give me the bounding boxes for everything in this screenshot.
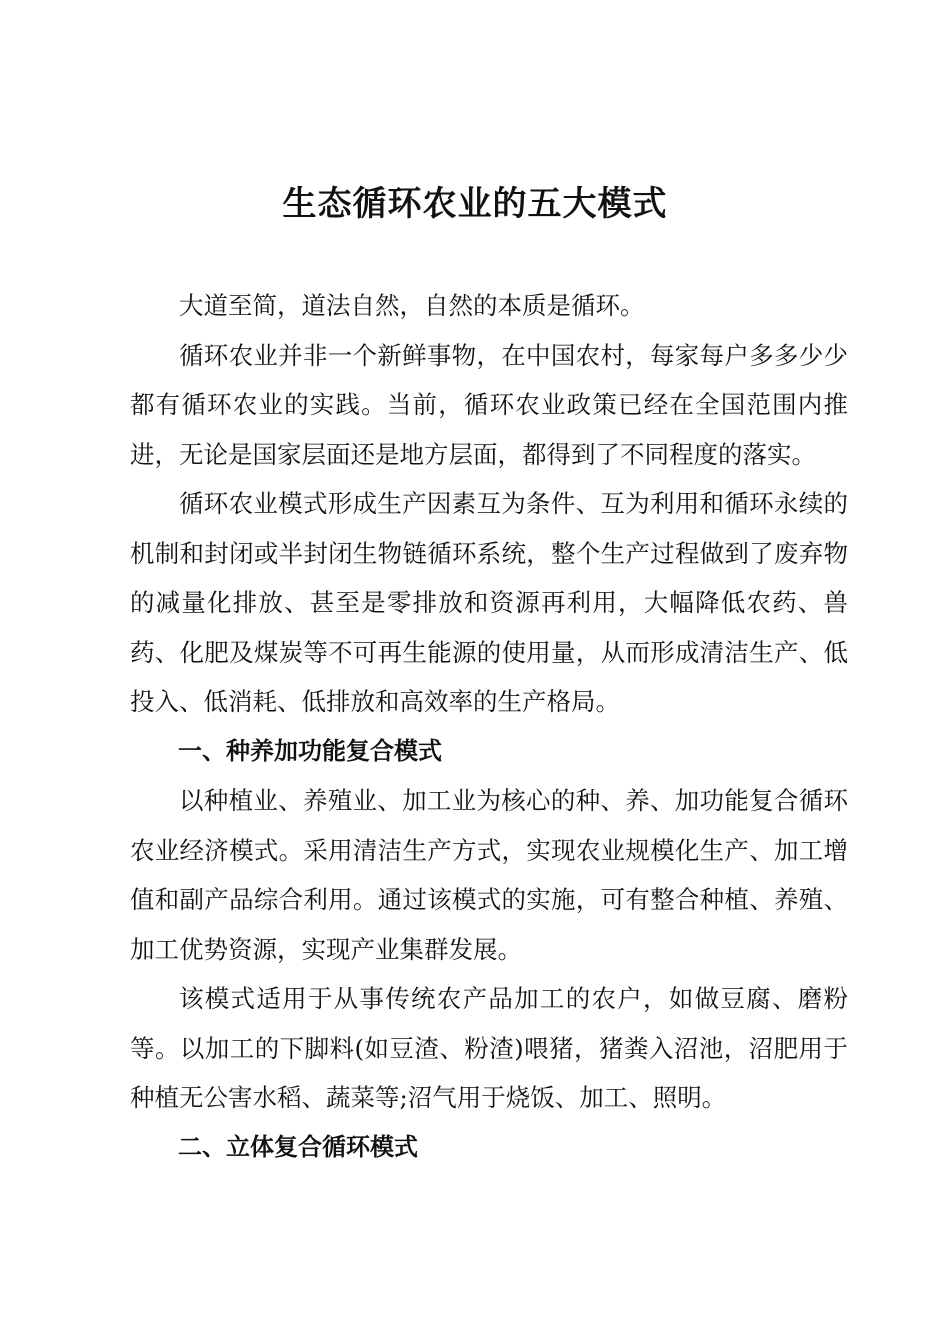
section-1-paragraph-2: 该模式适用于从事传统农产品加工的农户，如做豆腐、磨粉等。以加工的下脚料(如豆渣、粉渣)喂猪，猪粪入沼池，沼肥用于种植无公害水稻、蔬菜等;沼气用于烧饭、加工、照明。 [130,984,848,1112]
section-1-heading: 一、种养加功能复合模式 [178,736,442,765]
intro-paragraph-1: 大道至简，道法自然，自然的本质是循环。 [179,291,645,320]
section-2-heading: 二、立体复合循环模式 [178,1132,418,1161]
intro-paragraph-3: 循环农业模式形成生产因素互为条件、互为利用和循环永续的机制和封闭或半封闭生物链循环系统，整个生产过程做到了废弃物的减量化排放、甚至是零排放和资源再利用，大幅降低农药、兽药、化肥及煤炭等不可再生能源的使用量，从而形成清洁生产、低投入、低消耗、低排放和高效率的生产格局。 [130,489,848,716]
intro-paragraph-2: 循环农业并非一个新鲜事物，在中国农村，每家每户多多少少都有循环农业的实践。当前，循环农业政策已经在全国范围内推进，无论是国家层面还是地方层面，都得到了不同程度的落实。 [130,340,848,469]
document-title: 生态循环农业的五大模式 [282,184,668,224]
document-body [130,281,848,1172]
section-1-paragraph-1: 以种植业、养殖业、加工业为核心的种、养、加功能复合循环农业经济模式。采用清洁生产方式，实现农业规模化生产、加工增值和副产品综合利用。通过该模式的实施，可有整合种植、养殖、加工优势资源，实现产业集群发展。 [130,786,848,964]
